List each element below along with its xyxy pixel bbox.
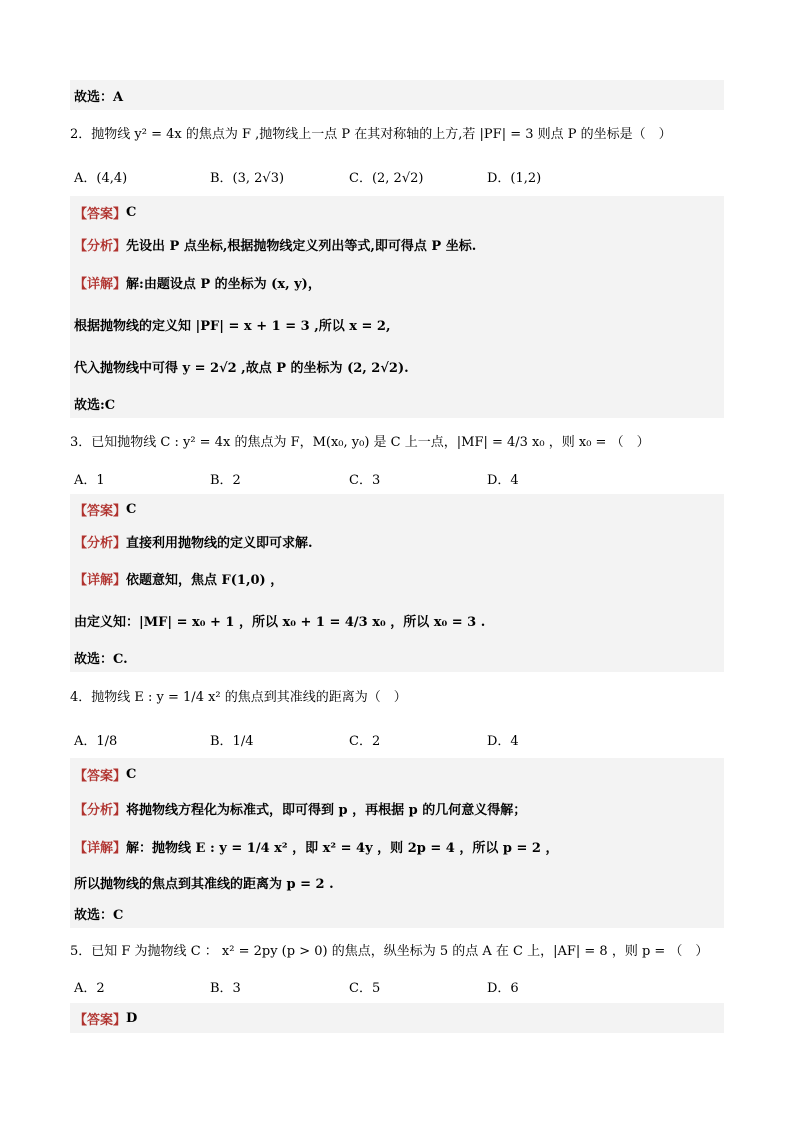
detail-text: 所以抛物线的焦点到其准线的距离为 p = 2 . bbox=[74, 876, 334, 892]
detail-tag: 【详解】 bbox=[74, 840, 127, 856]
answer-line bbox=[70, 494, 724, 524]
final-answer-line bbox=[70, 642, 724, 672]
answer-line bbox=[70, 1003, 724, 1033]
final-answer-text: 故选：C bbox=[74, 907, 124, 923]
option-d: D．6 bbox=[487, 981, 519, 996]
analysis-text: 将抛物线方程化为标准式，即可得到 p ，再根据 p 的几何意义得解； bbox=[126, 802, 527, 818]
detail-text: 解：抛物线 E : y = 1/4 x² ，即 x² = 4y ，则 2p = 4 ，所以 p = 2 ， bbox=[126, 840, 559, 856]
answer-tag: 【答案】 bbox=[74, 503, 127, 519]
analysis-line bbox=[70, 524, 724, 558]
question-4-options bbox=[74, 730, 724, 752]
detail-line-3 bbox=[70, 344, 724, 388]
option-b: B．(3, 2√3) bbox=[210, 171, 285, 186]
option-a: A．2 bbox=[74, 981, 105, 996]
detail-line-2 bbox=[70, 866, 724, 898]
question-3-options bbox=[74, 469, 724, 491]
detail-text: 解:由题设点 P 的坐标为 (x, y)， bbox=[126, 276, 321, 292]
analysis-text: 直接利用抛物线的定义即可求解. bbox=[126, 535, 313, 551]
final-answer-text: 故选：A bbox=[74, 89, 124, 105]
detail-line-2 bbox=[70, 304, 724, 344]
question-5-options bbox=[74, 977, 724, 999]
detail-tag: 【详解】 bbox=[74, 276, 127, 292]
analysis-tag: 【分析】 bbox=[74, 535, 127, 551]
question-5-stem: 5．已知 F 为抛物线 C ： x² = 2py (p > 0) 的焦点，纵坐标为 5 的点 A 在 C 上，|AF| = 8 ，则 p = （ ） bbox=[70, 944, 709, 959]
answer-value: C bbox=[126, 204, 137, 220]
option-b: B．2 bbox=[210, 473, 241, 488]
option-c: C．5 bbox=[349, 981, 381, 996]
answer-line bbox=[70, 758, 724, 790]
question-2-options bbox=[74, 167, 724, 189]
detail-line-2 bbox=[70, 598, 724, 642]
question-4-stem: 4．抛物线 E : y = 1/4 x² 的焦点到其准线的距离为（ ） bbox=[70, 690, 407, 705]
answer-tag: 【答案】 bbox=[74, 1012, 127, 1028]
option-c: C．2 bbox=[349, 734, 381, 749]
answer-line bbox=[70, 196, 724, 228]
question-3-stem: 3．已知抛物线 C : y² = 4x 的焦点为 F，M(x₀, y₀) 是 C 上一点，|MF| = 4/3 x₀ ，则 x₀ = （ ） bbox=[70, 435, 650, 450]
option-c: C．3 bbox=[349, 473, 381, 488]
option-d: D．4 bbox=[487, 734, 519, 749]
detail-tag: 【详解】 bbox=[74, 572, 127, 588]
answer-value: C bbox=[126, 766, 137, 782]
detail-text: 代入抛物线中可得 y = 2√2 ,故点 P 的坐标为 (2, 2√2). bbox=[74, 360, 409, 376]
answer-choice-line bbox=[70, 80, 724, 110]
option-a: A．1/8 bbox=[74, 734, 118, 749]
analysis-text: 先设出 P 点坐标,根据抛物线定义列出等式,即可得点 P 坐标. bbox=[126, 238, 477, 254]
detail-text: 由定义知：|MF| = x₀ + 1 ，所以 x₀ + 1 = 4/3 x₀ ，所以 x₀ = 3 . bbox=[74, 614, 486, 630]
analysis-line bbox=[70, 228, 724, 260]
detail-line-1 bbox=[70, 260, 724, 304]
final-answer-line bbox=[70, 388, 724, 418]
detail-text: 根据抛物线的定义知 |PF| = x + 1 = 3 ,所以 x = 2, bbox=[74, 318, 391, 334]
option-a: A．(4,4) bbox=[74, 171, 128, 186]
detail-text: 依题意知，焦点 F(1,0) ， bbox=[126, 572, 284, 588]
answer-value: C bbox=[126, 501, 137, 517]
option-d: D．(1,2) bbox=[487, 171, 542, 186]
question-2-stem: 2．抛物线 y² = 4x 的焦点为 F ,抛物线上一点 P 在其对称轴的上方,若 |PF| = 3 则点 P 的坐标是（ ） bbox=[70, 127, 672, 142]
final-answer-text: 故选:C bbox=[74, 397, 116, 413]
analysis-tag: 【分析】 bbox=[74, 802, 127, 818]
option-d: D．4 bbox=[487, 473, 519, 488]
detail-line-1 bbox=[70, 558, 724, 598]
final-answer-line bbox=[70, 898, 724, 928]
answer-tag: 【答案】 bbox=[74, 768, 127, 784]
option-b: B．1/4 bbox=[210, 734, 254, 749]
analysis-line bbox=[70, 790, 724, 826]
answer-value: D bbox=[126, 1010, 138, 1026]
analysis-tag: 【分析】 bbox=[74, 238, 127, 254]
option-b: B．3 bbox=[210, 981, 241, 996]
option-c: C．(2, 2√2) bbox=[349, 171, 424, 186]
detail-line-1 bbox=[70, 826, 724, 866]
final-answer-text: 故选：C. bbox=[74, 651, 128, 667]
answer-tag: 【答案】 bbox=[74, 206, 127, 222]
option-a: A．1 bbox=[74, 473, 105, 488]
